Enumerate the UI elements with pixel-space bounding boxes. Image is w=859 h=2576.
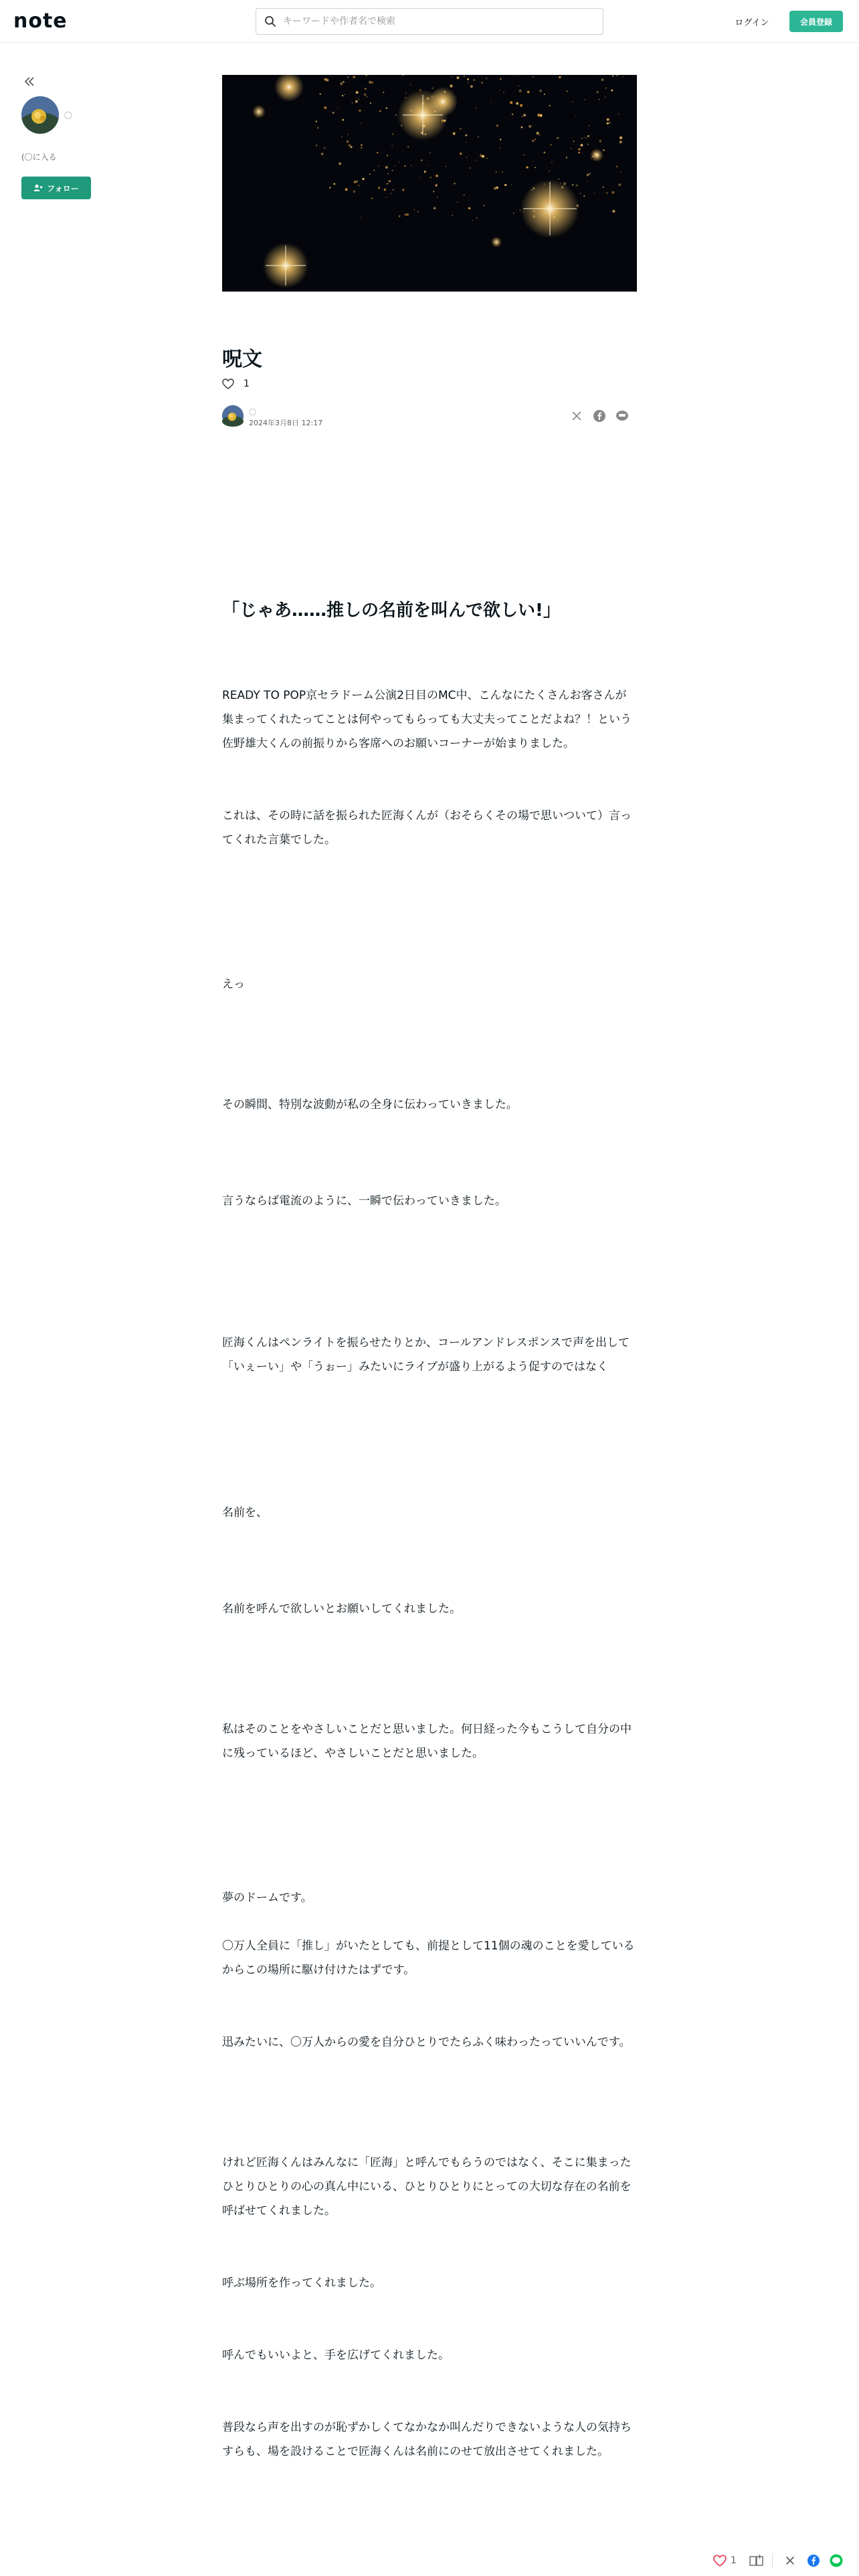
article-paragraph: 名前を、 xyxy=(222,1506,268,1519)
cover-sparkle xyxy=(587,135,589,137)
cover-sparkle xyxy=(576,185,578,187)
cover-sparkle xyxy=(355,100,358,103)
cover-sparkle xyxy=(405,213,407,216)
cover-sparkle xyxy=(407,213,409,215)
cover-sparkle xyxy=(370,102,371,104)
article-title: 呪文 xyxy=(222,348,262,371)
cover-sparkle xyxy=(500,78,502,80)
cover-sparkle xyxy=(358,98,359,100)
article-paragraph: 迅みたいに、〇万人からの愛を自分ひとりでたらふく味わったっていいんです。 xyxy=(222,2036,631,2049)
cover-sparkle xyxy=(551,162,553,163)
cover-sparkle xyxy=(467,82,468,83)
cover-sparkle xyxy=(518,90,521,92)
cover-sparkle xyxy=(393,189,394,191)
cover-sparkle xyxy=(467,78,469,80)
cover-sparkle xyxy=(378,187,380,189)
cover-sparkle xyxy=(343,81,345,83)
cover-sparkle xyxy=(407,146,409,147)
cover-sparkle xyxy=(420,177,421,178)
cover-sparkle xyxy=(453,132,456,135)
cover-sparkle xyxy=(395,114,397,116)
cover-sparkle xyxy=(584,137,585,138)
cover-sparkle xyxy=(527,91,530,94)
cover-sparkle xyxy=(324,106,326,109)
cover-sparkle xyxy=(347,77,349,78)
author-avatar-small[interactable] xyxy=(222,405,244,427)
cover-sparkle xyxy=(472,220,473,221)
cover-sparkle xyxy=(603,149,605,151)
like-count[interactable]: 1 xyxy=(244,379,250,389)
cover-sparkle xyxy=(387,173,389,175)
cover-sparkle xyxy=(607,118,609,121)
article-paragraph: えっ xyxy=(222,978,245,991)
cover-sparkle xyxy=(617,75,618,76)
cover-sparkle xyxy=(341,136,342,137)
cover-sparkle xyxy=(504,184,506,186)
cover-sparkle xyxy=(377,152,378,153)
cover-sparkle xyxy=(329,187,331,189)
cover-sparkle xyxy=(339,163,341,165)
line-share-icon[interactable] xyxy=(615,409,629,423)
article-paragraph: 普段なら声を出すのが恥ずかしくてなかなか叫んだりできないような人の気持ちすらも、場を設けることで匠海くんは名前にのせて放出させてくれました。 xyxy=(222,2421,632,2458)
cover-sparkle xyxy=(316,144,317,146)
cover-sparkle xyxy=(486,78,487,79)
cover-sparkle xyxy=(394,166,395,167)
cover-sparkle xyxy=(500,139,501,140)
cover-sparkle xyxy=(559,179,560,180)
bottom-bar-divider xyxy=(772,2553,773,2568)
cover-sparkle xyxy=(605,96,606,98)
cover-sparkle xyxy=(483,205,484,206)
cover-sparkle xyxy=(583,195,585,197)
cover-sparkle xyxy=(404,165,406,167)
cover-sparkle xyxy=(387,183,388,185)
collapse-sidebar-icon[interactable] xyxy=(21,74,37,90)
cover-sparkle xyxy=(365,88,367,90)
cover-sparkle xyxy=(520,104,522,107)
cover-sparkle xyxy=(539,135,541,136)
article-paragraph: 匠海くんはペンライトを振らせたりとか、コールアンドレスポンスで声を出して「いぇーい」や「うぉー」みたいにライブが盛り上がるよう促すのではなく xyxy=(222,1336,630,1374)
cover-sparkle xyxy=(544,94,545,95)
cover-sparkle xyxy=(378,166,379,167)
article-paragraph: 夢のドームです。 xyxy=(222,1891,312,1905)
cover-sparkle xyxy=(356,181,358,183)
cover-sparkle xyxy=(616,166,617,167)
cover-sparkle xyxy=(364,94,367,96)
article-cover-image xyxy=(222,75,637,292)
cover-sparkle xyxy=(402,189,404,191)
article-paragraph: READY TO POP京セラドーム公演2日目のMC中、こんなにたくさんお客さんが集まってくれたってことは何やってもらっても大丈夫ってことだよね？！という佐野雄大くんの前振りから客席へのお願いコーナーが始まりました。 xyxy=(222,689,632,750)
cover-sparkle xyxy=(345,188,348,191)
cover-sparkle xyxy=(529,125,531,128)
article-paragraph: 呼んでもいいよと、手を広げてくれました。 xyxy=(222,2349,450,2362)
cover-sparkle xyxy=(454,183,456,184)
cover-sparkle xyxy=(567,90,568,92)
cover-sparkle xyxy=(321,152,324,155)
article-paragraph: 私はそのことをやさしいことだと思いました。何日経った今もこうして自分の中に残っているほど、やさしいことだと思いました。 xyxy=(222,1723,632,1760)
cover-sparkle xyxy=(410,84,411,85)
cover-sparkle xyxy=(392,133,394,135)
cover-sparkle xyxy=(450,84,452,87)
cover-sparkle xyxy=(612,210,615,213)
cover-sparkle xyxy=(464,76,465,77)
login-button[interactable]: ログイン xyxy=(725,12,779,31)
cover-sparkle xyxy=(354,181,357,183)
cover-sparkle xyxy=(460,128,462,130)
cover-sparkle xyxy=(607,122,609,124)
cover-sparkle xyxy=(522,116,523,117)
cover-sparkle xyxy=(464,195,465,196)
cover-sparkle xyxy=(433,191,434,193)
article-paragraph: 〇万人全員に「推し」がいたとしても、前提として11個の魂のことを愛しているからこの場所に駆け付けたはずです。 xyxy=(222,1939,635,1977)
cover-sparkle xyxy=(478,136,479,138)
cover-sparkle xyxy=(580,193,581,194)
cover-sparkle xyxy=(523,114,526,116)
cover-sparkle xyxy=(520,209,521,211)
cover-sparkle xyxy=(434,207,436,209)
cover-sparkle xyxy=(571,148,572,149)
cover-sparkle xyxy=(550,144,552,146)
cover-sparkle xyxy=(340,82,343,85)
article-paragraph: 呼ぶ場所を作ってくれました。 xyxy=(222,2276,381,2290)
cover-sparkle xyxy=(369,173,371,175)
cover-sparkle xyxy=(503,92,504,93)
cover-sparkle xyxy=(470,85,473,88)
author-name[interactable]: 〇 xyxy=(249,408,256,417)
cover-sparkle xyxy=(356,91,359,94)
x-share-icon[interactable] xyxy=(784,2555,796,2567)
cover-sparkle xyxy=(334,183,336,185)
cover-sparkle xyxy=(533,161,534,162)
cover-sparkle xyxy=(539,90,542,92)
cover-sparkle xyxy=(320,94,321,95)
cover-sparkle xyxy=(360,217,361,218)
cover-sparkle xyxy=(371,198,373,199)
cover-sparkle xyxy=(373,170,375,171)
cover-sparkle xyxy=(609,122,611,124)
cover-sparkle xyxy=(361,144,363,146)
cover-sparkle xyxy=(482,155,484,158)
cover-sparkle xyxy=(512,114,513,115)
cover-sparkle xyxy=(537,132,539,134)
sidebar-author-name[interactable]: 〇 xyxy=(64,111,73,120)
cover-sparkle xyxy=(470,167,471,169)
cover-sparkle xyxy=(510,101,512,104)
author-avatar[interactable] xyxy=(21,96,59,134)
article-paragraph: これは、その時に話を振られた匠海くんが（おそらくその場で思いついて）言ってくれた言葉でした。 xyxy=(222,809,632,847)
cover-sparkle xyxy=(317,127,319,129)
cover-sparkle xyxy=(549,171,550,172)
cover-sparkle xyxy=(599,99,600,100)
cover-sparkle xyxy=(581,138,583,139)
cover-sparkle xyxy=(535,167,536,169)
cover-sparkle xyxy=(587,174,589,177)
cover-sparkle xyxy=(578,148,581,150)
cover-sparkle xyxy=(392,170,393,171)
like-row xyxy=(222,379,250,389)
cover-sparkle xyxy=(589,125,590,126)
cover-sparkle xyxy=(476,160,478,161)
heart-icon[interactable] xyxy=(222,379,234,389)
cover-sparkle xyxy=(521,126,523,128)
article-paragraph: 言うならば電流のように、一瞬で伝わっていきました。 xyxy=(222,1194,506,1208)
cover-sparkle xyxy=(457,76,460,79)
cover-sparkle xyxy=(619,140,622,143)
cover-sparkle xyxy=(611,191,614,194)
cover-sparkle xyxy=(468,207,470,209)
cover-sparkle xyxy=(386,197,387,198)
cover-sparkle xyxy=(432,88,434,90)
heart-icon[interactable] xyxy=(713,2555,727,2567)
cover-sparkle xyxy=(587,144,589,145)
note-logo[interactable]: note xyxy=(13,9,68,33)
cover-sparkle xyxy=(537,114,540,116)
cover-sparkle xyxy=(620,171,622,173)
cover-sparkle xyxy=(557,137,559,139)
cover-sparkle xyxy=(533,76,534,78)
search-box[interactable] xyxy=(256,8,603,35)
cover-sparkle xyxy=(573,140,575,142)
cover-sparkle xyxy=(612,75,614,77)
cover-sparkle xyxy=(597,91,599,93)
avatar-flower-image-small xyxy=(222,405,244,427)
cover-sparkle xyxy=(389,180,391,182)
cover-sparkle xyxy=(611,90,613,92)
cover-sparkle xyxy=(421,160,422,161)
cover-sparkle xyxy=(324,147,326,149)
cover-sparkle xyxy=(523,154,524,156)
magazine-add-icon[interactable] xyxy=(749,2555,764,2567)
cover-sparkle xyxy=(358,185,359,186)
bottom-like-count[interactable]: 1 xyxy=(731,2555,737,2566)
cover-sparkle xyxy=(496,124,498,126)
cover-sparkle xyxy=(457,202,458,203)
cover-sparkle xyxy=(353,76,355,78)
cover-sparkle xyxy=(603,187,604,188)
cover-sparkle xyxy=(572,184,574,186)
cover-sparkle xyxy=(347,134,349,135)
cover-sparkle xyxy=(326,79,328,82)
cover-sparkle xyxy=(618,183,621,186)
cover-sparkle xyxy=(347,140,349,143)
cover-sparkle xyxy=(623,77,624,78)
signup-button[interactable]: 会員登録 xyxy=(789,11,843,32)
cover-sparkle xyxy=(589,173,591,175)
cover-sparkle xyxy=(606,192,608,194)
cover-sparkle xyxy=(424,171,426,173)
cover-sparkle xyxy=(405,92,407,94)
cover-sparkle xyxy=(605,88,607,89)
search-icon xyxy=(264,15,276,27)
article-heading: 「じゃあ……推しの名前を叫んで欲しい!」 xyxy=(222,601,561,621)
cover-sparkle xyxy=(500,147,501,148)
cover-sparkle xyxy=(361,123,362,124)
avatar-flower-image xyxy=(21,96,59,134)
sidebar-author-description: (〇に入る xyxy=(21,152,57,162)
cover-sparkle xyxy=(359,110,361,112)
cover-sparkle xyxy=(362,178,364,180)
cover-sparkle xyxy=(572,101,573,102)
cover-sparkle xyxy=(601,79,604,82)
cover-sparkle xyxy=(349,144,351,146)
follow-button[interactable] xyxy=(21,177,91,199)
cover-sparkle xyxy=(559,76,561,79)
cover-sparkle xyxy=(526,167,528,169)
cover-sparkle xyxy=(430,177,432,179)
cover-sparkle xyxy=(413,209,415,211)
cover-sparkle xyxy=(390,193,391,194)
cover-sparkle xyxy=(599,140,601,142)
cover-sparkle xyxy=(352,102,353,104)
cover-sparkle xyxy=(383,92,384,93)
article-paragraph: けれど匠海くんはみんなに「匠海」と呼んでもらうのではなく、そこに集まったひとりひとりの心の真ん中にいる、ひとりひとりにとっての大切な存在の名前を呼ばせてくれました。 xyxy=(222,2156,632,2218)
cover-sparkle xyxy=(486,158,488,159)
cover-sparkle xyxy=(337,107,339,108)
x-share-icon[interactable] xyxy=(570,409,583,423)
cover-sparkle xyxy=(371,81,373,84)
cover-sparkle xyxy=(367,96,368,98)
article-paragraph: その瞬間、特別な波動が私の全身に伝わっていきました。 xyxy=(222,1098,518,1111)
cover-sparkle xyxy=(516,102,518,105)
cover-sparkle xyxy=(435,184,438,187)
cover-sparkle xyxy=(495,171,497,173)
cover-sparkle xyxy=(619,136,622,139)
cover-sparkle xyxy=(350,146,352,148)
bottom-action-bar xyxy=(709,2547,859,2573)
cover-sparkle xyxy=(502,172,503,173)
cover-sparkle xyxy=(532,140,535,142)
cover-sparkle xyxy=(466,157,468,158)
cover-sparkle xyxy=(445,166,446,167)
cover-sparkle xyxy=(384,189,386,191)
cover-sparkle xyxy=(437,197,438,198)
cover-sparkle xyxy=(578,152,580,154)
facebook-share-icon[interactable] xyxy=(807,2554,820,2567)
cover-sparkle xyxy=(476,107,477,108)
cover-sparkle xyxy=(511,184,512,185)
cover-sparkle xyxy=(535,138,536,140)
cover-sparkle xyxy=(332,112,335,114)
cover-sparkle xyxy=(316,120,317,122)
cover-sparkle xyxy=(342,119,344,121)
cover-sparkle xyxy=(379,110,381,112)
cover-sparkle xyxy=(460,152,462,154)
cover-sparkle xyxy=(549,105,551,106)
cover-sparkle xyxy=(430,152,431,153)
cover-sparkle xyxy=(566,156,567,158)
cover-sparkle xyxy=(452,215,453,216)
cover-sparkle xyxy=(353,191,356,193)
cover-sparkle xyxy=(465,134,467,136)
cover-sparkle xyxy=(385,166,388,169)
cover-sparkle xyxy=(476,217,478,219)
cover-sparkle xyxy=(386,107,388,109)
article-paragraph: 名前を呼んで欲しいとお願いしてくれました。 xyxy=(222,1602,461,1616)
cover-sparkle xyxy=(417,211,419,212)
cover-sparkle xyxy=(387,154,388,156)
line-share-icon[interactable] xyxy=(830,2554,843,2567)
search-input[interactable] xyxy=(283,9,591,34)
post-date: 2024年3月8日 12:17 xyxy=(249,419,323,427)
follow-button-label: フォロー xyxy=(47,183,79,193)
cover-sparkle xyxy=(496,187,498,189)
cover-sparkle xyxy=(399,215,401,217)
cover-sparkle xyxy=(361,147,362,148)
cover-sparkle xyxy=(481,82,483,84)
add-user-icon xyxy=(33,184,43,192)
cover-lights-image xyxy=(222,75,637,292)
site-header xyxy=(0,0,859,43)
author-row xyxy=(222,405,637,432)
cover-sparkle xyxy=(544,152,546,154)
cover-sparkle xyxy=(342,95,343,96)
cover-sparkle xyxy=(581,144,583,146)
facebook-share-icon[interactable] xyxy=(593,409,606,423)
cover-sparkle xyxy=(436,175,438,177)
cover-sparkle xyxy=(473,80,474,81)
